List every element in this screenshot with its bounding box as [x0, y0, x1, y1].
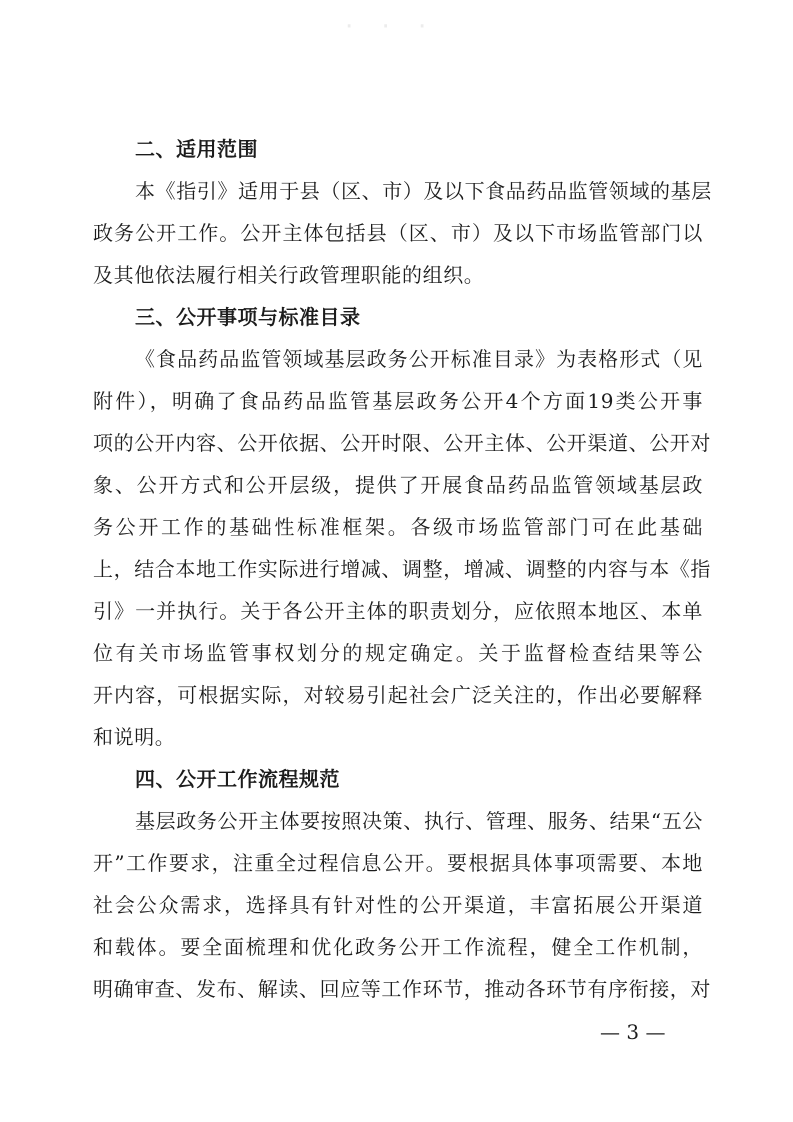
paragraph-scope — [93, 170, 712, 296]
text-line: 和说明。 — [93, 725, 176, 749]
paragraph-workflow — [93, 800, 711, 1010]
text-line: 引》一并执行。关于各公开主体的职责划分，应依照本地区、本单 — [93, 599, 703, 623]
page-number: — 3 — — [600, 1020, 666, 1044]
text-line: 开内容，可根据实际，对较易引起社会广泛关注的，作出必要解释 — [93, 683, 703, 707]
text-line: 及其他依法履行相关行政管理职能的组织。 — [93, 263, 485, 287]
text-line: 象、公开方式和公开层级，提供了开展食品药品监管领域基层政 — [93, 473, 703, 497]
text-line: 基层政务公开主体要按照决策、执行、管理、服务、结果“五公 — [135, 809, 703, 833]
text-line: 《食品药品监管领域基层政务公开标准目录》为表格形式（见 — [135, 347, 703, 371]
text-line: 位有关市场监管事权划分的规定确定。关于监督检查结果等公 — [93, 641, 703, 665]
text-line: 社会公众需求，选择具有针对性的公开渠道，丰富拓展公开渠道 — [93, 893, 703, 917]
section-heading-items-catalog: 三、公开事项与标准目录 — [135, 305, 361, 329]
text-line: 务公开工作的基础性标准框架。各级市场监管部门可在此基础 — [93, 515, 703, 539]
document-body — [93, 128, 712, 1010]
header-mark: · · · — [345, 12, 437, 40]
text-line: 本《指引》适用于县（区、市）及以下食品药品监管领域的基层 — [135, 179, 712, 203]
text-line: 政务公开工作。公开主体包括县（区、市）及以下市场监管部门以 — [93, 221, 703, 245]
text-line: 和载体。要全面梳理和优化政务公开工作流程，健全工作机制， — [93, 935, 703, 959]
text-line: 开”工作要求，注重全过程信息公开。要根据具体事项需要、本地 — [93, 851, 703, 875]
text-line: 附件），明确了食品药品监管基层政务公开4个方面19类公开事 — [93, 389, 703, 413]
text-line: 明确审查、发布、解读、回应等工作环节，推动各环节有序衔接，对 — [93, 977, 711, 1001]
text-line: 上，结合本地工作实际进行增减、调整，增减、调整的内容与本《指 — [93, 557, 711, 581]
paragraph-items-catalog — [93, 338, 711, 758]
section-heading-workflow: 四、公开工作流程规范 — [135, 767, 340, 791]
section-heading-scope: 二、适用范围 — [135, 137, 258, 161]
text-line: 项的公开内容、公开依据、公开时限、公开主体、公开渠道、公开对 — [93, 431, 711, 455]
